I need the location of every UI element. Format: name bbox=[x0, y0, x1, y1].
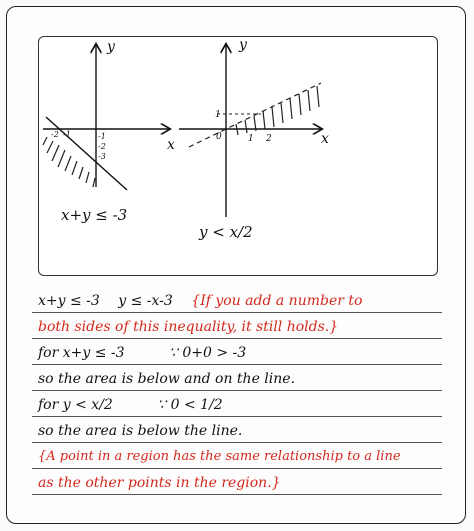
right-tick-x-2: 2 bbox=[266, 134, 272, 144]
left-shading bbox=[43, 137, 95, 187]
ruled-line bbox=[32, 416, 442, 417]
right-x-label: x bbox=[321, 131, 329, 147]
graphs-svg bbox=[39, 37, 439, 277]
right-shading bbox=[236, 86, 319, 135]
note-line-7 bbox=[38, 448, 415, 466]
note-line-6-part-1: so the area is below the line. bbox=[38, 423, 243, 439]
right-y-label: y bbox=[239, 37, 247, 53]
note-line-1 bbox=[38, 292, 376, 310]
note-line-5-part-2: ∵ 0 < 1/2 bbox=[157, 397, 223, 413]
note-line-4-part-1: so the area is below and on the line. bbox=[38, 371, 296, 387]
note-line-4 bbox=[38, 370, 309, 388]
left-tick-y-3: -3 bbox=[98, 152, 106, 161]
graph-figure bbox=[38, 36, 438, 276]
note-line-3 bbox=[38, 344, 260, 362]
left-graph bbox=[43, 39, 175, 224]
note-line-8-part-1: as the other points in the region.} bbox=[38, 475, 281, 491]
left-tick-y-2: -2 bbox=[98, 142, 106, 151]
ruled-line bbox=[32, 390, 442, 391]
left-tick-x-1: -1 bbox=[63, 130, 71, 139]
ruled-line bbox=[32, 364, 442, 365]
note-line-5-part-1: for y < x/2 bbox=[38, 397, 113, 413]
ruled-line bbox=[32, 468, 442, 469]
note-line-8 bbox=[38, 474, 295, 492]
left-x-label: x bbox=[167, 137, 175, 153]
note-line-3-part-2: ∵ 0+0 > -3 bbox=[169, 345, 247, 361]
note-line-1-part-1: x+y ≤ -3 bbox=[38, 293, 100, 309]
right-inequality-label: y < x/2 bbox=[199, 223, 253, 241]
note-line-7-part-1: {A point in a region has the same relationship to a line bbox=[38, 449, 401, 464]
right-tick-x-1: 1 bbox=[248, 134, 254, 144]
ruled-line bbox=[32, 442, 442, 443]
right-boundary-dashed bbox=[189, 83, 321, 147]
left-tick-x-2: -2 bbox=[51, 130, 59, 139]
note-line-1-part-2: y ≤ -x-3 bbox=[118, 293, 173, 309]
right-graph bbox=[179, 37, 329, 241]
left-y-label: y bbox=[107, 39, 115, 55]
ruled-line bbox=[32, 494, 442, 495]
note-line-1-part-3: {If you add a number to bbox=[191, 293, 363, 309]
right-tick-y-1: 1 bbox=[215, 110, 221, 120]
left-inequality-label: x+y ≤ -3 bbox=[61, 206, 128, 224]
right-origin-label: 0 bbox=[216, 132, 222, 142]
left-tick-y-1: -1 bbox=[98, 132, 106, 141]
note-line-5 bbox=[38, 396, 237, 414]
note-line-2 bbox=[38, 318, 352, 336]
note-line-2-part-1: both sides of this inequality, it still holds.} bbox=[38, 319, 339, 335]
note-line-3-part-1: for x+y ≤ -3 bbox=[38, 345, 125, 361]
ruled-line bbox=[32, 312, 442, 313]
note-line-6 bbox=[38, 422, 256, 440]
ruled-line bbox=[32, 338, 442, 339]
